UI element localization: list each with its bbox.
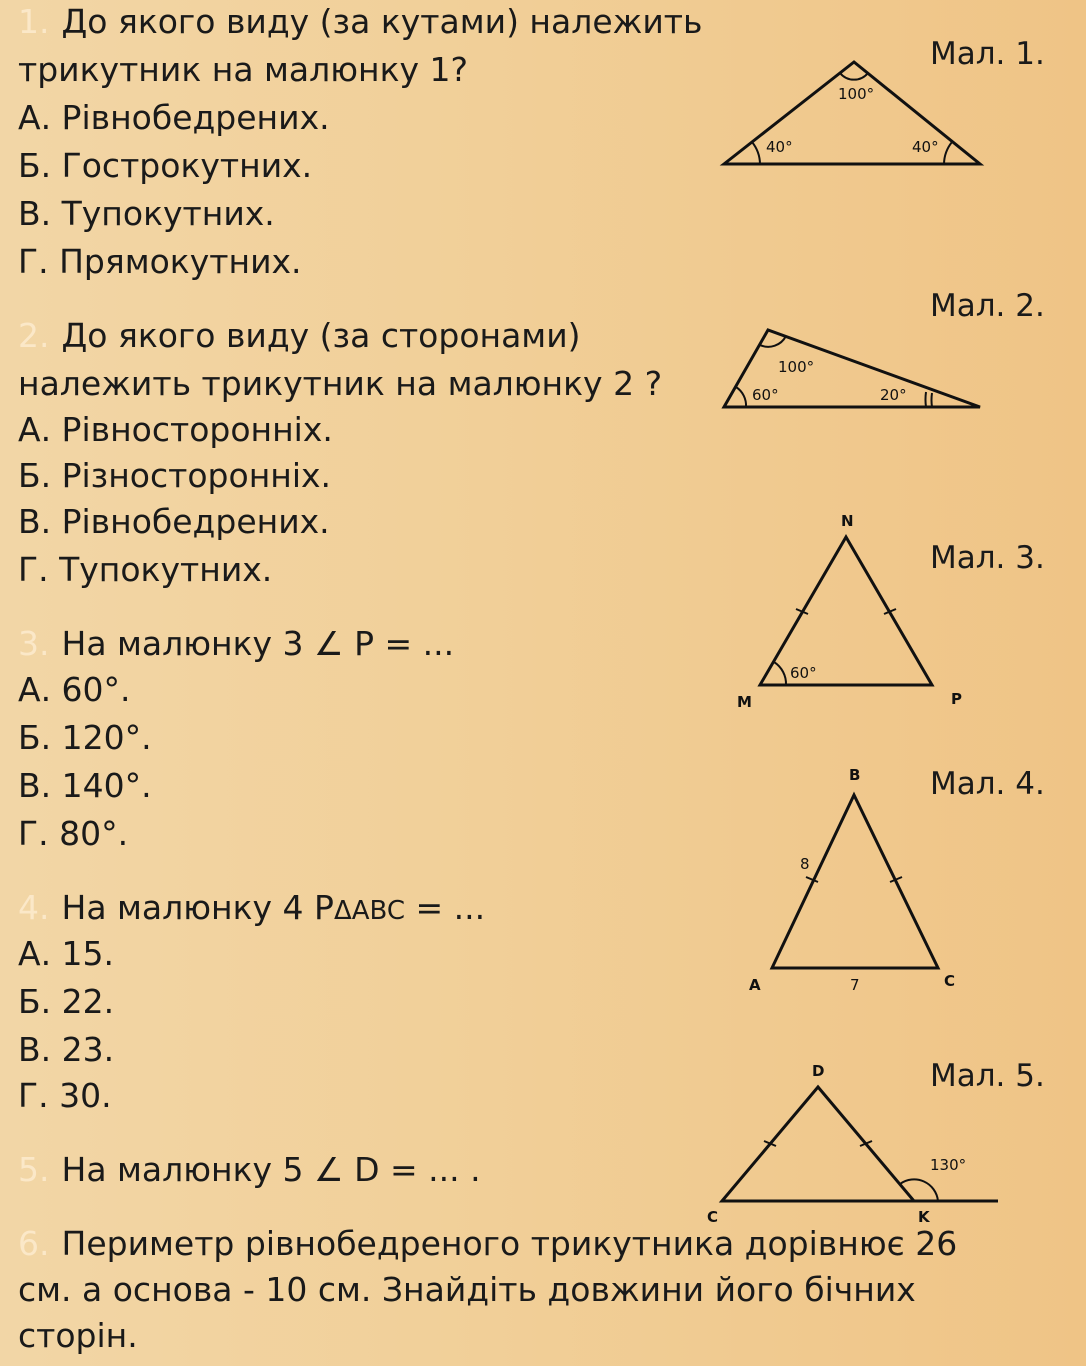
- fig4-label: Мал. 4.: [930, 766, 1045, 802]
- fig4-side-ac: 7: [850, 976, 860, 994]
- q2-option-b: Б. Різносторонніх.: [18, 456, 332, 495]
- q3-option-c: В. 140°.: [18, 766, 152, 805]
- q3-option-b: Б. 120°.: [18, 718, 152, 757]
- q5-number: 5.: [18, 1150, 50, 1189]
- fig2-angle-right: 20°: [880, 386, 907, 404]
- q6-text: Периметр рівнобедреного трикутника дорівнює 26: [61, 1224, 958, 1263]
- fig4-vertex-c: C: [944, 972, 956, 990]
- fig3-angle-m: 60°: [790, 664, 817, 682]
- q5-text: На малюнку 5: [61, 1150, 315, 1189]
- fig2-triangle: [724, 330, 980, 407]
- fig3-triangle: [737, 512, 962, 711]
- angle-symbol: ∠: [314, 1150, 344, 1189]
- q4-option-a: А. 15.: [18, 934, 115, 973]
- q6-number: 6.: [18, 1224, 50, 1263]
- q2-number: 2.: [18, 316, 50, 355]
- q1-option-a: А. Рівнобедрених.: [18, 98, 330, 137]
- q5-text-end: D = ... .: [343, 1150, 481, 1189]
- fig3-vertex-p: P: [951, 690, 962, 708]
- q3-number: 3.: [18, 624, 50, 663]
- q6-line-2: см. а основа - 10 см. Знайдіть довжини його бічних: [18, 1270, 916, 1309]
- q1-option-d: Г. Прямокутних.: [18, 242, 302, 281]
- fig2-angle-left: 60°: [752, 386, 779, 404]
- q4-option-b: Б. 22.: [18, 982, 115, 1021]
- q2-option-c: В. Рівнобедрених.: [18, 502, 330, 541]
- q2-line-2: належить трикутник на малюнку 2 ?: [18, 364, 663, 403]
- q3-option-a: А. 60°.: [18, 670, 131, 709]
- q3-text-end: P = ...: [343, 624, 455, 663]
- q4-option-d: Г. 30.: [18, 1076, 112, 1115]
- q2-text: До якого виду (за сторонами): [61, 316, 581, 355]
- fig4-vertex-a: A: [749, 976, 761, 994]
- fig3-label: Мал. 3.: [930, 540, 1045, 576]
- q4-text: На малюнку 4 P: [61, 888, 334, 927]
- fig1-angle-left: 40°: [766, 138, 793, 156]
- q2-option-a: А. Рівносторонніх.: [18, 410, 333, 449]
- fig5-vertex-k: K: [918, 1208, 930, 1226]
- q1-option-b: Б. Гострокутних.: [18, 146, 313, 185]
- fig3-vertex-m: M: [737, 693, 752, 711]
- fig4-vertex-b: B: [849, 766, 861, 784]
- fig4-triangle: [749, 766, 955, 994]
- q3-option-d: Г. 80°.: [18, 814, 129, 853]
- q4-number: 4.: [18, 888, 50, 927]
- fig5-vertex-d: D: [812, 1062, 825, 1080]
- fig3-vertex-n: N: [841, 512, 854, 530]
- q3-text: На малюнку 3: [61, 624, 315, 663]
- fig4-side-ab: 8: [800, 855, 810, 873]
- fig1-triangle: [724, 62, 980, 164]
- fig5-vertex-c: C: [707, 1208, 719, 1226]
- angle-symbol: ∠: [314, 624, 344, 663]
- q4-option-c: В. 23.: [18, 1030, 115, 1069]
- q4-subscript: ΔABC: [333, 896, 406, 926]
- fig1-label: Мал. 1.: [930, 36, 1045, 72]
- q1-text: До якого виду (за кутами) належить: [61, 2, 703, 41]
- q1-number: 1.: [18, 2, 50, 41]
- q1-line-2: трикутник на малюнку 1?: [18, 50, 469, 89]
- fig5-label: Мал. 5.: [930, 1058, 1045, 1094]
- q2-option-d: Г. Тупокутних.: [18, 550, 273, 589]
- q4-text-end: = ...: [405, 888, 486, 927]
- fig5-exterior-angle: 130°: [930, 1156, 967, 1174]
- q1-option-c: В. Тупокутних.: [18, 194, 275, 233]
- fig2-angle-top: 100°: [778, 358, 815, 376]
- fig2-label: Мал. 2.: [930, 288, 1045, 324]
- fig1-angle-right: 40°: [912, 138, 939, 156]
- q6-line-3: сторін.: [18, 1316, 138, 1355]
- fig5-triangle: [707, 1062, 998, 1226]
- fig1-angle-top: 100°: [838, 85, 875, 103]
